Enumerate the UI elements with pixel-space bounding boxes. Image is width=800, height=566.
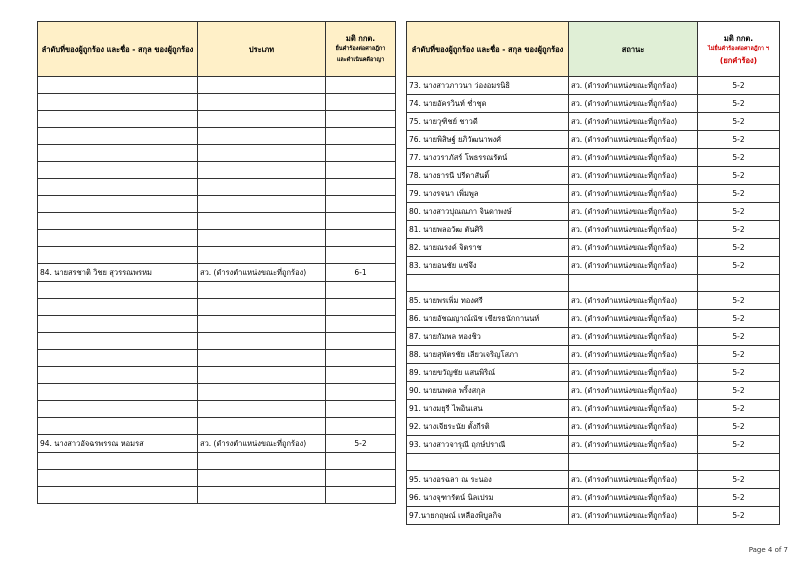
cell-status xyxy=(569,275,698,292)
cell-status: สว. (ดำรงตำแหน่งขณะที่ถูกร้อง) xyxy=(569,239,698,257)
cell-name xyxy=(38,162,198,179)
cell-name xyxy=(38,247,198,264)
cell-name: 76. นายพิสิษฐ์ ยภิวัฒนาพงศ์ xyxy=(407,131,569,149)
cell-result xyxy=(326,487,396,504)
cell-result: 5-2 xyxy=(698,382,780,400)
table-row xyxy=(38,94,396,111)
cell-name: 95. นางอรฉลา ณ ระนอง xyxy=(407,471,569,489)
cell-status: สว. (ดำรงตำแหน่งขณะที่ถูกร้อง) xyxy=(569,292,698,310)
cell-name: 88. นายสุพัตรชัย เลียวเจริญโสภา xyxy=(407,346,569,364)
cell-status: สว. (ดำรงตำแหน่งขณะที่ถูกร้อง) xyxy=(569,185,698,203)
table-row xyxy=(407,167,780,185)
header-result-title: มติ กกต. xyxy=(723,33,754,43)
cell-result: 5-2 xyxy=(326,435,396,453)
table-row xyxy=(38,247,396,264)
table-row xyxy=(407,292,780,310)
cell-name: 97.นายกฤษณ์ เหลืองพิบูลกิจ xyxy=(407,507,569,525)
header-result-sub2: (ยกคำร้อง) xyxy=(719,55,758,65)
cell-result: 5-2 xyxy=(698,310,780,328)
table-row xyxy=(407,346,780,364)
cell-name: 75. นายวุฑิชย์ ชาวดี xyxy=(407,113,569,131)
cell-name: 79. นางรจนา เพิ่มพูล xyxy=(407,185,569,203)
table-row xyxy=(407,113,780,131)
cell-result xyxy=(326,418,396,435)
cell-type xyxy=(198,367,326,384)
cell-name xyxy=(38,282,198,299)
cell-type xyxy=(198,453,326,470)
cell-result xyxy=(326,282,396,299)
cell-name xyxy=(38,470,198,487)
cell-result: 5-2 xyxy=(698,203,780,221)
cell-type xyxy=(198,487,326,504)
cell-name xyxy=(38,350,198,367)
table-row xyxy=(38,196,396,213)
cell-status: สว. (ดำรงตำแหน่งขณะที่ถูกร้อง) xyxy=(569,382,698,400)
cell-name: 82. นายณรงค์ จิตราช xyxy=(407,239,569,257)
header-type: ประเภท xyxy=(198,22,326,77)
header-result-sub2: และดำเนินคดีอาญา xyxy=(336,56,385,63)
cell-result: 5-2 xyxy=(698,328,780,346)
cell-result: 5-2 xyxy=(698,418,780,436)
table-row xyxy=(38,162,396,179)
cell-name: 87. นายกัมพล ทองชิว xyxy=(407,328,569,346)
cell-result xyxy=(326,128,396,145)
table-row xyxy=(407,185,780,203)
table-row xyxy=(407,507,780,525)
table-header-row xyxy=(407,22,780,77)
cell-status: สว. (ดำรงตำแหน่งขณะที่ถูกร้อง) xyxy=(569,507,698,525)
cell-type xyxy=(198,111,326,128)
table-row xyxy=(38,145,396,162)
cell-name xyxy=(38,128,198,145)
table-row xyxy=(38,111,396,128)
cell-name: 89. นายขวัญชัย แสนพิริณ์ xyxy=(407,364,569,382)
table-row xyxy=(38,213,396,230)
cell-result: 5-2 xyxy=(698,221,780,239)
cell-result: 5-2 xyxy=(698,185,780,203)
table-row xyxy=(407,95,780,113)
cell-type xyxy=(198,145,326,162)
table-row xyxy=(38,128,396,145)
cell-name: 91. นางมยุรี ไพอินเสน xyxy=(407,400,569,418)
table-row xyxy=(38,282,396,299)
cell-name xyxy=(38,213,198,230)
table-row xyxy=(38,333,396,350)
left-results-table xyxy=(37,21,396,504)
page-number: Page 4 of 7 xyxy=(748,546,788,554)
table-row xyxy=(407,131,780,149)
cell-name xyxy=(38,453,198,470)
cell-name: 83. นายอนชัย แซ่จึง xyxy=(407,257,569,275)
table-row xyxy=(407,310,780,328)
cell-status: สว. (ดำรงตำแหน่งขณะที่ถูกร้อง) xyxy=(569,257,698,275)
header-name: ลำดับที่ของผู้ถูกร้อง และชื่อ - สกุล ของผู้ถูกร้อง xyxy=(38,22,198,77)
cell-status: สว. (ดำรงตำแหน่งขณะที่ถูกร้อง) xyxy=(569,131,698,149)
table-row xyxy=(38,435,396,453)
cell-type xyxy=(198,128,326,145)
cell-name: 73. นางสาวภาวนา ว่องอมรนิธิ xyxy=(407,77,569,95)
cell-name: 77. นางวราภัสร์ โพธรรณรัตน์ xyxy=(407,149,569,167)
cell-name xyxy=(38,487,198,504)
table-row xyxy=(407,471,780,489)
table-header-row xyxy=(38,22,396,77)
cell-type xyxy=(198,196,326,213)
cell-status: สว. (ดำรงตำแหน่งขณะที่ถูกร้อง) xyxy=(569,400,698,418)
cell-result: 5-2 xyxy=(698,131,780,149)
table-row xyxy=(407,77,780,95)
right-results-table xyxy=(406,21,780,525)
cell-result xyxy=(326,316,396,333)
table-row xyxy=(407,149,780,167)
cell-result: 5-2 xyxy=(698,167,780,185)
table-row xyxy=(38,264,396,282)
table-row xyxy=(38,418,396,435)
cell-name xyxy=(38,77,198,94)
cell-status: สว. (ดำรงตำแหน่งขณะที่ถูกร้อง) xyxy=(569,328,698,346)
header-result-sub1: ยื่นคำร้องต่อศาลฎีกา xyxy=(335,45,386,52)
cell-status: สว. (ดำรงตำแหน่งขณะที่ถูกร้อง) xyxy=(569,364,698,382)
cell-type xyxy=(198,179,326,196)
cell-status: สว. (ดำรงตำแหน่งขณะที่ถูกร้อง) xyxy=(569,221,698,239)
cell-result: 5-2 xyxy=(698,507,780,525)
cell-name xyxy=(38,384,198,401)
cell-status xyxy=(569,454,698,471)
cell-name xyxy=(38,94,198,111)
cell-result: 5-2 xyxy=(698,257,780,275)
cell-name: 80. นางสาวปุณณภา จินดาพงษ์ xyxy=(407,203,569,221)
cell-result: 5-2 xyxy=(698,471,780,489)
cell-result xyxy=(326,367,396,384)
cell-name: 81. นายพลอวัฒ ตันศิริ xyxy=(407,221,569,239)
header-name: ลำดับที่ของผู้ถูกร้อง และชื่อ - สกุล ของผู้ถูกร้อง xyxy=(407,22,569,77)
cell-result xyxy=(698,454,780,471)
cell-result: 5-2 xyxy=(698,292,780,310)
cell-status: สว. (ดำรงตำแหน่งขณะที่ถูกร้อง) xyxy=(569,95,698,113)
cell-name: 84. นายสรชาติ วิชย สุวรรณพรหม xyxy=(38,264,198,282)
table-row xyxy=(407,328,780,346)
cell-result xyxy=(326,111,396,128)
cell-result: 5-2 xyxy=(698,113,780,131)
cell-name xyxy=(38,333,198,350)
table-row xyxy=(407,400,780,418)
cell-name xyxy=(38,367,198,384)
cell-name: 74. นายอัครวินท์ ช่ำชุด xyxy=(407,95,569,113)
cell-result xyxy=(326,94,396,111)
table-row xyxy=(38,350,396,367)
cell-type xyxy=(198,384,326,401)
cell-type xyxy=(198,162,326,179)
table-row xyxy=(407,382,780,400)
cell-name xyxy=(38,196,198,213)
header-result xyxy=(326,22,396,77)
cell-type: สว. (ดำรงตำแหน่งขณะที่ถูกร้อง) xyxy=(198,264,326,282)
cell-name xyxy=(38,299,198,316)
cell-result xyxy=(326,350,396,367)
table-row xyxy=(38,77,396,94)
cell-result xyxy=(326,230,396,247)
cell-result xyxy=(326,179,396,196)
cell-result: 5-2 xyxy=(698,149,780,167)
cell-result xyxy=(326,333,396,350)
cell-status: สว. (ดำรงตำแหน่งขณะที่ถูกร้อง) xyxy=(569,418,698,436)
table-row xyxy=(407,257,780,275)
cell-result: 5-2 xyxy=(698,77,780,95)
cell-name xyxy=(407,454,569,471)
cell-status: สว. (ดำรงตำแหน่งขณะที่ถูกร้อง) xyxy=(569,77,698,95)
cell-status: สว. (ดำรงตำแหน่งขณะที่ถูกร้อง) xyxy=(569,167,698,185)
cell-type xyxy=(198,401,326,418)
table-row xyxy=(407,275,780,292)
cell-result xyxy=(326,470,396,487)
cell-result xyxy=(326,145,396,162)
cell-type xyxy=(198,282,326,299)
cell-result: 5-2 xyxy=(698,364,780,382)
table-row xyxy=(407,203,780,221)
cell-status: สว. (ดำรงตำแหน่งขณะที่ถูกร้อง) xyxy=(569,489,698,507)
cell-name xyxy=(38,230,198,247)
cell-type xyxy=(198,94,326,111)
cell-name: 85. นายพรเพิ่ม ทองศรี xyxy=(407,292,569,310)
cell-result xyxy=(326,77,396,94)
cell-name xyxy=(38,418,198,435)
cell-type xyxy=(198,470,326,487)
cell-result: 5-2 xyxy=(698,95,780,113)
header-status: สถานะ xyxy=(569,22,698,77)
cell-name xyxy=(38,179,198,196)
table-row xyxy=(407,436,780,454)
cell-result: 5-2 xyxy=(698,489,780,507)
cell-result: 5-2 xyxy=(698,346,780,364)
cell-status: สว. (ดำรงตำแหน่งขณะที่ถูกร้อง) xyxy=(569,113,698,131)
cell-status: สว. (ดำรงตำแหน่งขณะที่ถูกร้อง) xyxy=(569,310,698,328)
table-row xyxy=(407,221,780,239)
table-row xyxy=(38,384,396,401)
cell-status: สว. (ดำรงตำแหน่งขณะที่ถูกร้อง) xyxy=(569,346,698,364)
cell-name xyxy=(38,401,198,418)
cell-name: 93. นางสาวจารุณี ฤกษ์ปราณี xyxy=(407,436,569,454)
cell-name: 86. นายอัชฌญาณ์ณัช เขียรธนักกานนท์ xyxy=(407,310,569,328)
table-row xyxy=(407,364,780,382)
table-row xyxy=(38,299,396,316)
cell-result xyxy=(698,275,780,292)
cell-name: 90. นายนพดล พริ้งสกุล xyxy=(407,382,569,400)
cell-result xyxy=(326,213,396,230)
cell-type xyxy=(198,333,326,350)
table-row xyxy=(38,179,396,196)
table-row xyxy=(407,239,780,257)
cell-name xyxy=(407,275,569,292)
table-row xyxy=(407,454,780,471)
cell-result xyxy=(326,299,396,316)
cell-name: 94. นางสาวอัจฉรพรรณ หอมรส xyxy=(38,435,198,453)
cell-status: สว. (ดำรงตำแหน่งขณะที่ถูกร้อง) xyxy=(569,203,698,221)
table-row xyxy=(38,453,396,470)
table-row xyxy=(38,316,396,333)
cell-type xyxy=(198,299,326,316)
cell-result: 5-2 xyxy=(698,400,780,418)
cell-name xyxy=(38,111,198,128)
cell-status: สว. (ดำรงตำแหน่งขณะที่ถูกร้อง) xyxy=(569,471,698,489)
table-row xyxy=(407,418,780,436)
cell-result: 5-2 xyxy=(698,436,780,454)
header-result-sub1: ไม่ยื่นคำร้องต่อศาลฎีกา ฯ xyxy=(707,45,770,52)
cell-name xyxy=(38,145,198,162)
cell-status: สว. (ดำรงตำแหน่งขณะที่ถูกร้อง) xyxy=(569,436,698,454)
cell-result xyxy=(326,162,396,179)
table-row xyxy=(407,489,780,507)
table-row xyxy=(38,230,396,247)
cell-type xyxy=(198,316,326,333)
cell-type xyxy=(198,230,326,247)
cell-status: สว. (ดำรงตำแหน่งขณะที่ถูกร้อง) xyxy=(569,149,698,167)
cell-type xyxy=(198,418,326,435)
cell-type xyxy=(198,77,326,94)
cell-type xyxy=(198,213,326,230)
cell-result xyxy=(326,401,396,418)
cell-type: สว. (ดำรงตำแหน่งขณะที่ถูกร้อง) xyxy=(198,435,326,453)
table-row xyxy=(38,367,396,384)
cell-type xyxy=(198,247,326,264)
cell-result xyxy=(326,196,396,213)
table-row xyxy=(38,470,396,487)
table-row xyxy=(38,487,396,504)
cell-result: 5-2 xyxy=(698,239,780,257)
cell-result xyxy=(326,247,396,264)
cell-result xyxy=(326,453,396,470)
table-row xyxy=(38,401,396,418)
cell-name: 96. นางจุฑารัตน์ นิลเปรม xyxy=(407,489,569,507)
cell-type xyxy=(198,350,326,367)
cell-name: 78. นางธารนี ปรีดาสันติ์ xyxy=(407,167,569,185)
header-result xyxy=(698,22,780,77)
cell-name xyxy=(38,316,198,333)
cell-result: 6-1 xyxy=(326,264,396,282)
cell-result xyxy=(326,384,396,401)
header-result-title: มติ กกต. xyxy=(345,33,376,43)
cell-name: 92. นางเจียระนัย ตั้งกีรติ xyxy=(407,418,569,436)
